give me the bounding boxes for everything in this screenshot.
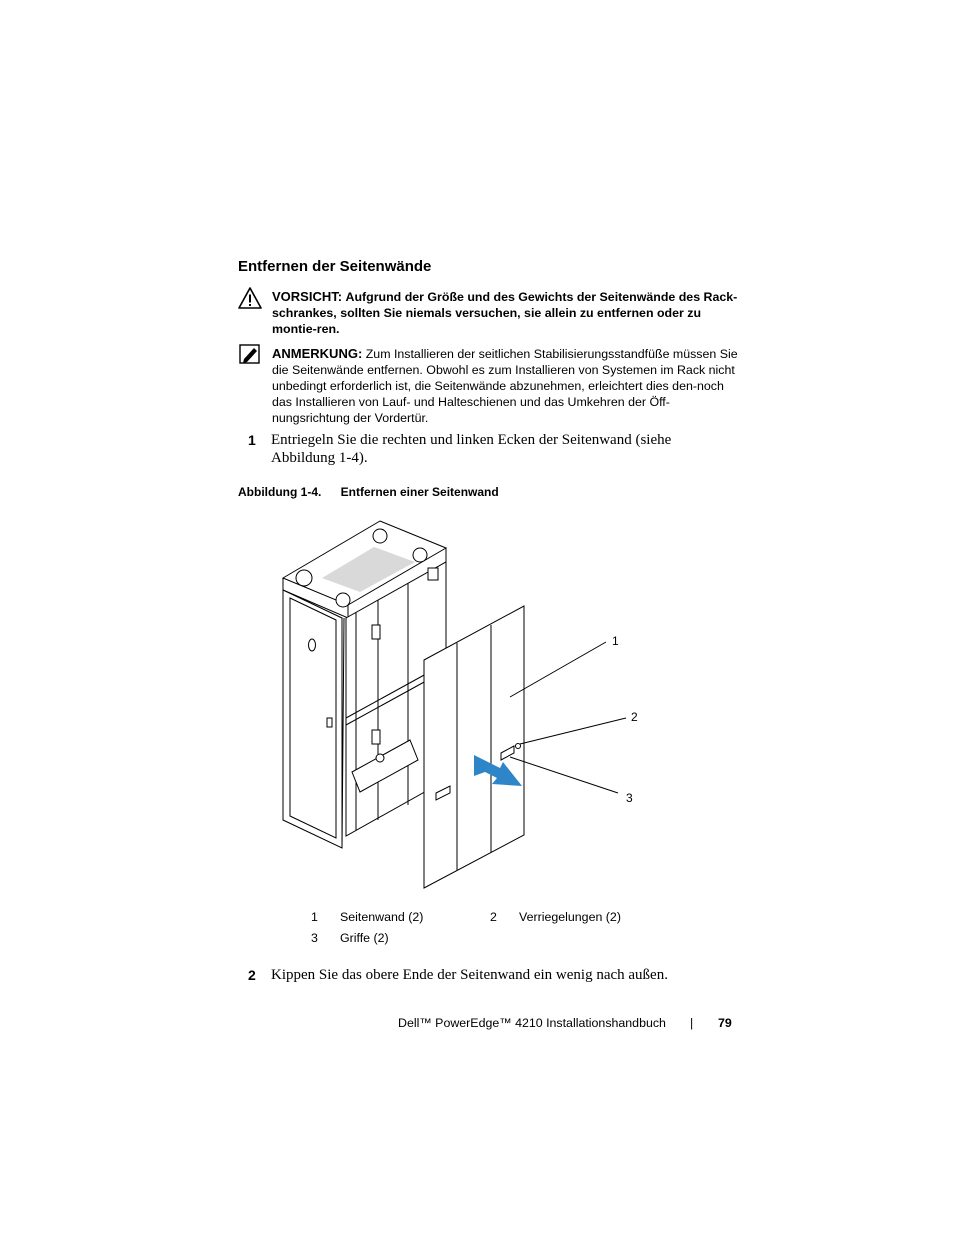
note-text: Zum Installieren der seitlichen Stabilisierungsstandfüße müssen Sie die Seitenwände entfernen. Obwohl es zum Installieren von Systemen im Rack nicht unbedingt erforderlich ist, die Seitenwände abzunehmen, erleichtert dies den-noch das Installieren von Lauf- und Halteschienen und das Umkehren der Öff-nungsrichtung der Vordertür. [272,347,738,425]
legend-label: Verriegelungen (2) [519,910,621,924]
caution-text: Aufgrund der Größe und des Gewichts der Seitenwände des Rack-schrankes, sollten Sie niemals versuchen, sie allein zu entfernen oder zu montie-ren. [272,290,738,336]
legend-number: 3 [311,931,318,945]
rack-side-panel-illustration [270,510,650,895]
figure-number: Abbildung 1-4. [238,485,322,499]
caution-label: VORSICHT: [272,289,343,304]
legend-number: 2 [490,910,497,924]
step-text: Entriegeln Sie die rechten und linken Ecken der Seitenwand (siehe Abbildung 1-4). [271,432,672,466]
figure-caption [238,485,499,499]
callout-2: 2 [631,710,638,724]
footer-separator: | [690,1016,694,1030]
warning-icon [238,286,262,310]
legend-label: Griffe (2) [340,931,389,945]
step-number: 1 [248,432,256,448]
caution-block [272,289,742,337]
page-number: 79 [718,1016,732,1030]
pencil-note-icon [238,342,262,366]
legend-number: 1 [311,910,318,924]
note-label: ANMERKUNG: [272,346,363,361]
legend-label: Seitenwand (2) [340,910,424,924]
step-number: 2 [248,967,256,983]
section-title: Entfernen der Seitenwände [238,258,432,275]
step-text: Kippen Sie das obere Ende der Seitenwand ein wenig nach außen. [271,967,668,983]
figure-title: Entfernen einer Seitenwand [340,485,499,499]
footer-title: Dell™ PowerEdge™ 4210 Installationshandbuch [398,1016,666,1030]
note-block [272,346,742,426]
callout-1: 1 [612,634,619,648]
callout-3: 3 [626,791,633,805]
